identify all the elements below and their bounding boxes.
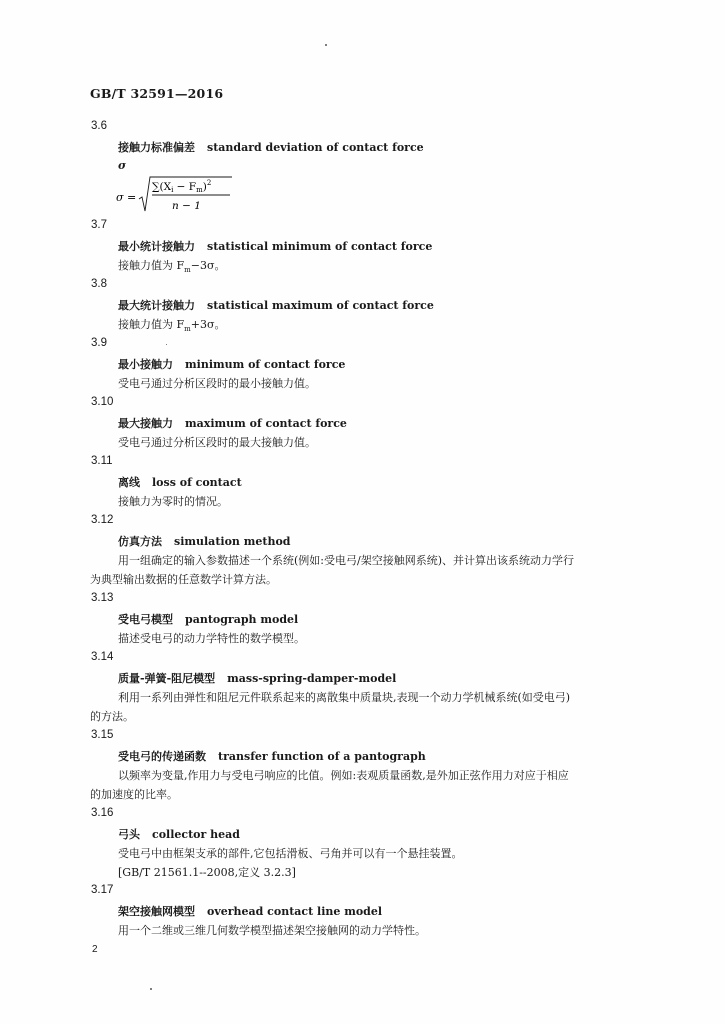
section-number-3-7: 3.7: [91, 219, 107, 231]
symbol-sigma: σ: [118, 159, 127, 172]
term-en: mass-spring-damper-model: [227, 672, 397, 685]
definition-3-15-line-2: 的加速度的比率。: [90, 788, 178, 801]
term-cn: 受电弓的传递函数: [118, 750, 206, 763]
section-number-3-10: 3.10: [91, 396, 114, 408]
definition-3-13: 描述受电弓的动力学特性的数学模型。: [118, 632, 305, 645]
term-en: minimum of contact force: [185, 358, 346, 371]
definition-3-12-line-2: 为典型输出数据的任意数学计算方法。: [90, 573, 277, 586]
term-3-10: [118, 415, 347, 431]
term-cn: 最小接触力: [118, 358, 173, 371]
definition-3-14-line-1: 利用一系列由弹性和阻尼元件联系起来的离散集中质量块,表现一个动力学机械系统(如受电弓): [118, 691, 571, 704]
definition-3-7: 接触力值为 $F_m-3\sigma$。: [118, 259, 226, 275]
term-en: collector head: [152, 828, 240, 841]
section-number-3-6: 3.6: [91, 120, 107, 132]
term-en: overhead contact line model: [207, 905, 383, 918]
term-en: standard deviation of contact force: [207, 141, 424, 154]
section-number-3-13: 3.13: [91, 592, 114, 604]
term-cn: 离线: [118, 476, 140, 489]
scan-speck: [166, 344, 167, 345]
reference-3-16: [GB/T 21561.1--2008,定义 3.2.3]: [118, 866, 296, 879]
term-3-11: [118, 474, 242, 490]
term-3-8: [118, 297, 434, 313]
term-3-12: [118, 533, 290, 549]
term-en: maximum of contact force: [185, 417, 347, 430]
standard-header: GB/T 32591—2016: [90, 86, 224, 101]
term-cn: 仿真方法: [118, 535, 162, 548]
section-number-3-15: 3.15: [91, 729, 114, 741]
term-en: statistical maximum of contact force: [207, 299, 434, 312]
section-number-3-17: 3.17: [91, 884, 114, 896]
term-3-16: [118, 826, 240, 842]
term-3-13: [118, 611, 298, 627]
term-cn: 最小统计接触力: [118, 240, 195, 253]
term-cn: 架空接触网模型: [118, 905, 195, 918]
term-cn: 受电弓模型: [118, 613, 173, 626]
section-number-3-14: 3.14: [91, 651, 114, 663]
section-number-3-16: 3.16: [91, 807, 114, 819]
formula-denominator: n − 1: [172, 200, 201, 212]
term-cn: 最大统计接触力: [118, 299, 195, 312]
term-3-6: [118, 139, 424, 155]
term-cn: 质量-弹簧-阻尼模型: [118, 672, 216, 685]
term-en: pantograph model: [185, 613, 299, 626]
term-3-9: [118, 356, 345, 372]
formula-numerator: $\sum(Xi - Fm)^2$: [152, 179, 212, 194]
definition-3-15-line-1: 以频率为变量,作用力与受电弓响应的比值。例如:表观质量函数,是外加正弦作用力对应于相应: [118, 769, 569, 782]
term-3-14: [118, 670, 396, 686]
definition-3-14-line-2: 的方法。: [90, 710, 134, 723]
definition-3-12-line-1: 用一组确定的输入参数描述一个系统(例如:受电弓/架空接触网系统)、并计算出该系统动力学行: [118, 554, 574, 567]
scan-speck: [150, 988, 152, 990]
term-en: statistical minimum of contact force: [207, 240, 433, 253]
section-number-3-9: 3.9: [91, 337, 107, 349]
section-number-3-12: 3.12: [91, 514, 114, 526]
section-number-3-8: 3.8: [91, 278, 107, 290]
term-en: transfer function of a pantograph: [218, 750, 426, 763]
definition-3-9: 受电弓通过分析区段时的最小接触力值。: [118, 377, 316, 390]
section-number-3-11: 3.11: [91, 455, 113, 467]
term-cn: 接触力标准偏差: [118, 141, 195, 154]
term-en: simulation method: [174, 535, 291, 548]
term-3-17: [118, 903, 382, 919]
term-cn: 弓头: [118, 828, 140, 841]
definition-3-17: 用一个二维或三维几何数学模型描述架空接触网的动力学特性。: [118, 924, 426, 937]
definition-3-10: 受电弓通过分析区段时的最大接触力值。: [118, 436, 316, 449]
scan-speck: [325, 44, 327, 46]
definition-3-16: 受电弓中由框架支承的部件,它包括滑板、弓角并可以有一个悬挂装置。: [118, 847, 463, 860]
std-dev-formula: [116, 173, 246, 215]
term-3-15: [118, 748, 426, 764]
formula-lhs: σ =: [116, 191, 137, 204]
page-number: 2: [92, 944, 98, 955]
term-3-7: [118, 238, 432, 254]
term-cn: 最大接触力: [118, 417, 173, 430]
term-en: loss of contact: [152, 476, 242, 489]
definition-3-11: 接触力为零时的情况。: [118, 495, 228, 508]
definition-3-8: 接触力值为 $F_m+3\sigma$。: [118, 318, 226, 334]
